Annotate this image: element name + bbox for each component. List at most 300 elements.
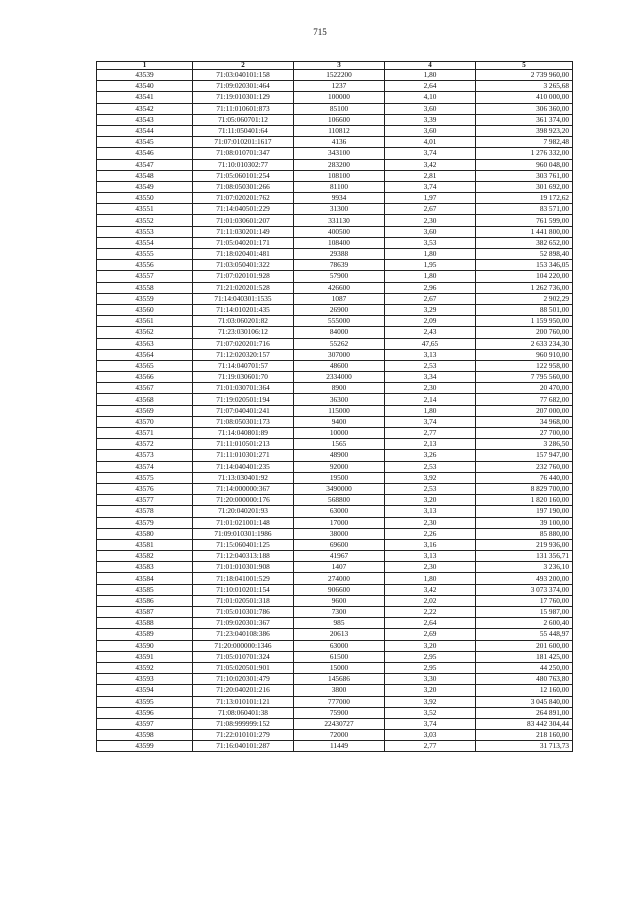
row-number-cell: 43555 [97,249,193,260]
amount-cell: 17 760,00 [476,595,573,606]
cadastral-number-cell: 71:13:030401:92 [193,472,294,483]
area-cell: 26900 [294,304,385,315]
rate-cell: 2,96 [385,282,476,293]
table-row [97,349,573,360]
amount-cell: 83 442 304,44 [476,718,573,729]
rate-cell: 3,60 [385,226,476,237]
table-row [97,730,573,741]
row-number-cell: 43552 [97,215,193,226]
row-number-cell: 43585 [97,584,193,595]
row-number-cell: 43559 [97,293,193,304]
row-number-cell: 43554 [97,237,193,248]
rate-cell: 2,30 [385,383,476,394]
table-row [97,237,573,248]
rate-cell: 2,30 [385,517,476,528]
row-number-cell: 43557 [97,271,193,282]
rate-cell: 3,13 [385,349,476,360]
row-number-cell: 43543 [97,114,193,125]
area-cell: 31300 [294,204,385,215]
rate-cell: 2,53 [385,483,476,494]
table-row [97,707,573,718]
cadastral-number-cell: 71:20:040201:93 [193,506,294,517]
row-number-cell: 43558 [97,282,193,293]
area-cell: 61500 [294,651,385,662]
amount-cell: 1 159 950,00 [476,316,573,327]
table-row [97,506,573,517]
cadastral-number-cell: 71:10:010302:77 [193,159,294,170]
table-row [97,662,573,673]
rate-cell: 3,42 [385,159,476,170]
rate-cell: 3,39 [385,114,476,125]
cadastral-number-cell: 71:14:040701:57 [193,360,294,371]
cadastral-number-cell: 71:13:010101:121 [193,696,294,707]
cadastral-number-cell: 71:12:040313:188 [193,551,294,562]
cadastral-number-cell: 71:05:010301:786 [193,607,294,618]
row-number-cell: 43572 [97,439,193,450]
amount-cell: 201 600,00 [476,640,573,651]
row-number-cell: 43576 [97,483,193,494]
amount-cell: 232 760,00 [476,461,573,472]
table-row [97,472,573,483]
rate-cell: 2,67 [385,293,476,304]
page-number: 715 [313,27,327,37]
cadastral-number-cell: 71:08:060401:38 [193,707,294,718]
cadastral-number-cell: 71:22:010101:279 [193,730,294,741]
cadastral-number-cell: 71:03:040101:158 [193,70,294,81]
area-cell: 78639 [294,260,385,271]
table-row [97,640,573,651]
amount-cell: 2 739 960,00 [476,70,573,81]
row-number-cell: 43596 [97,707,193,718]
cadastral-number-cell: 71:19:030601:70 [193,372,294,383]
row-number-cell: 43564 [97,349,193,360]
area-cell: 20613 [294,629,385,640]
table-row [97,595,573,606]
row-number-cell: 43587 [97,607,193,618]
table-row [97,383,573,394]
area-cell: 307000 [294,349,385,360]
cadastral-number-cell: 71:11:010501:213 [193,439,294,450]
cadastral-number-cell: 71:05:060701:12 [193,114,294,125]
row-number-cell: 43575 [97,472,193,483]
rate-cell: 3,29 [385,304,476,315]
row-number-cell: 43571 [97,428,193,439]
row-number-cell: 43593 [97,674,193,685]
row-number-cell: 43582 [97,551,193,562]
cadastral-number-cell: 71:14:040501:229 [193,204,294,215]
amount-cell: 382 652,00 [476,237,573,248]
row-number-cell: 43570 [97,416,193,427]
row-number-cell: 43594 [97,685,193,696]
row-number-cell: 43584 [97,573,193,584]
row-number-cell: 43563 [97,338,193,349]
table-row [97,260,573,271]
area-cell: 110812 [294,125,385,136]
table-row [97,629,573,640]
amount-cell: 361 374,00 [476,114,573,125]
table-row [97,338,573,349]
area-cell: 555000 [294,316,385,327]
rate-cell: 3,20 [385,640,476,651]
amount-cell: 157 947,00 [476,450,573,461]
table-row [97,461,573,472]
area-cell: 22430727 [294,718,385,729]
row-number-cell: 43568 [97,394,193,405]
rate-cell: 2,67 [385,204,476,215]
cadastral-number-cell: 71:14:040301:1535 [193,293,294,304]
table-row [97,450,573,461]
area-cell: 75900 [294,707,385,718]
cadastral-number-cell: 71:01:030701:364 [193,383,294,394]
row-number-cell: 43592 [97,662,193,673]
cadastral-number-cell: 71:05:020501:901 [193,662,294,673]
row-number-cell: 43580 [97,528,193,539]
area-cell: 108100 [294,170,385,181]
row-number-cell: 43579 [97,517,193,528]
amount-cell: 303 761,00 [476,170,573,181]
rate-cell: 2,77 [385,741,476,752]
table-row [97,685,573,696]
table-row [97,327,573,338]
amount-cell: 493 200,00 [476,573,573,584]
rate-cell: 3,30 [385,674,476,685]
cadastral-number-cell: 71:16:040101:287 [193,741,294,752]
cadastral-number-cell: 71:11:050401:64 [193,125,294,136]
row-number-cell: 43545 [97,137,193,148]
area-cell: 55262 [294,338,385,349]
cadastral-number-cell: 71:08:999999:152 [193,718,294,729]
cadastral-number-cell: 71:01:021001:148 [193,517,294,528]
amount-cell: 1 820 160,00 [476,495,573,506]
amount-cell: 88 501,00 [476,304,573,315]
cadastral-number-cell: 71:05:060101:254 [193,170,294,181]
area-cell: 48900 [294,450,385,461]
table-row [97,193,573,204]
row-number-cell: 43548 [97,170,193,181]
area-cell: 985 [294,618,385,629]
cadastral-number-cell: 71:01:030601:207 [193,215,294,226]
amount-cell: 960 910,00 [476,349,573,360]
cadastral-number-cell: 71:07:020101:928 [193,271,294,282]
table-row [97,562,573,573]
table-row [97,125,573,136]
rate-cell: 2,13 [385,439,476,450]
row-number-cell: 43566 [97,372,193,383]
area-cell: 84000 [294,327,385,338]
table-row [97,114,573,125]
rate-cell: 2,26 [385,528,476,539]
table-row [97,674,573,685]
rate-cell: 3,34 [385,372,476,383]
table-row [97,495,573,506]
cadastral-number-cell: 71:03:060201:82 [193,316,294,327]
area-cell: 10000 [294,428,385,439]
row-number-cell: 43589 [97,629,193,640]
cadastral-number-cell: 71:05:040201:171 [193,237,294,248]
cadastral-number-cell: 71:20:000000:176 [193,495,294,506]
amount-cell: 104 220,00 [476,271,573,282]
cadastral-number-cell: 71:14:010201:435 [193,304,294,315]
cadastral-number-cell: 71:07:040401:241 [193,405,294,416]
rate-cell: 2,53 [385,461,476,472]
area-cell: 29388 [294,249,385,260]
cadastral-number-cell: 71:08:050301:173 [193,416,294,427]
area-cell: 274000 [294,573,385,584]
table-row [97,372,573,383]
table-row [97,394,573,405]
rate-cell: 3,16 [385,539,476,550]
rate-cell: 3,53 [385,237,476,248]
rate-cell: 2,64 [385,618,476,629]
rate-cell: 2,81 [385,170,476,181]
cadastral-number-cell: 71:09:020301:367 [193,618,294,629]
column-header-2: 2 [193,62,294,70]
row-number-cell: 43562 [97,327,193,338]
table-row [97,741,573,752]
cadastral-number-cell: 71:07:020201:716 [193,338,294,349]
rate-cell: 4,10 [385,92,476,103]
cadastral-number-cell: 71:12:020320:157 [193,349,294,360]
area-cell: 106600 [294,114,385,125]
table-row [97,215,573,226]
row-number-cell: 43591 [97,651,193,662]
cadastral-number-cell: 71:07:010201:1617 [193,137,294,148]
cadastral-number-cell: 71:23:030106:12 [193,327,294,338]
amount-cell: 3 073 374,00 [476,584,573,595]
table-row [97,282,573,293]
amount-cell: 153 346,05 [476,260,573,271]
rate-cell: 3,26 [385,450,476,461]
row-number-cell: 43597 [97,718,193,729]
row-number-cell: 43565 [97,360,193,371]
rate-cell: 3,74 [385,181,476,192]
amount-cell: 8 829 700,00 [476,483,573,494]
rate-cell: 47,65 [385,338,476,349]
table-body [97,70,573,752]
cadastral-number-cell: 71:01:010301:908 [193,562,294,573]
area-cell: 92000 [294,461,385,472]
cadastral-number-cell: 71:11:010301:271 [193,450,294,461]
amount-cell: 7 795 560,00 [476,372,573,383]
area-cell: 69600 [294,539,385,550]
column-header-5: 5 [476,62,573,70]
area-cell: 426600 [294,282,385,293]
area-cell: 8900 [294,383,385,394]
row-number-cell: 43595 [97,696,193,707]
amount-cell: 12 160,00 [476,685,573,696]
table-row [97,103,573,114]
rate-cell: 1,80 [385,70,476,81]
area-cell: 38000 [294,528,385,539]
area-cell: 1087 [294,293,385,304]
area-cell: 7300 [294,607,385,618]
table-row [97,137,573,148]
amount-cell: 2 902,29 [476,293,573,304]
row-number-cell: 43550 [97,193,193,204]
area-cell: 108400 [294,237,385,248]
data-table [96,61,573,752]
row-number-cell: 43577 [97,495,193,506]
table-row [97,607,573,618]
rate-cell: 1,80 [385,249,476,260]
table-row [97,360,573,371]
row-number-cell: 43573 [97,450,193,461]
table-row [97,517,573,528]
row-number-cell: 43542 [97,103,193,114]
table-row [97,405,573,416]
rate-cell: 3,52 [385,707,476,718]
amount-cell: 398 923,20 [476,125,573,136]
table-row [97,651,573,662]
rate-cell: 3,20 [385,685,476,696]
row-number-cell: 43561 [97,316,193,327]
area-cell: 1237 [294,81,385,92]
area-cell: 3490000 [294,483,385,494]
table-row [97,170,573,181]
amount-cell: 3 265,68 [476,81,573,92]
rate-cell: 3,20 [385,495,476,506]
area-cell: 63000 [294,506,385,517]
table-row [97,148,573,159]
amount-cell: 1 262 736,00 [476,282,573,293]
amount-cell: 207 000,00 [476,405,573,416]
amount-cell: 15 987,00 [476,607,573,618]
rate-cell: 2,02 [385,595,476,606]
amount-cell: 7 982,48 [476,137,573,148]
area-cell: 1522200 [294,70,385,81]
rate-cell: 2,69 [385,629,476,640]
cadastral-number-cell: 71:20:040201:216 [193,685,294,696]
rate-cell: 3,74 [385,148,476,159]
rate-cell: 3,92 [385,696,476,707]
area-cell: 331130 [294,215,385,226]
row-number-cell: 43586 [97,595,193,606]
cadastral-number-cell: 71:09:010301:1986 [193,528,294,539]
rate-cell: 2,14 [385,394,476,405]
amount-cell: 264 891,00 [476,707,573,718]
amount-cell: 85 880,00 [476,528,573,539]
rate-cell: 1,97 [385,193,476,204]
row-number-cell: 43574 [97,461,193,472]
rate-cell: 1,80 [385,271,476,282]
row-number-cell: 43547 [97,159,193,170]
table-row [97,439,573,450]
area-cell: 4136 [294,137,385,148]
row-number-cell: 43583 [97,562,193,573]
area-cell: 400500 [294,226,385,237]
rate-cell: 1,80 [385,573,476,584]
row-number-cell: 43553 [97,226,193,237]
row-number-cell: 43544 [97,125,193,136]
amount-cell: 306 360,00 [476,103,573,114]
rate-cell: 2,95 [385,662,476,673]
cadastral-number-cell: 71:14:040401:235 [193,461,294,472]
amount-cell: 20 470,00 [476,383,573,394]
area-cell: 36300 [294,394,385,405]
row-number-cell: 43540 [97,81,193,92]
row-number-cell: 43581 [97,539,193,550]
area-cell: 145686 [294,674,385,685]
area-cell: 19500 [294,472,385,483]
row-number-cell: 43567 [97,383,193,394]
amount-cell: 44 250,00 [476,662,573,673]
rate-cell: 3,74 [385,718,476,729]
rate-cell: 2,95 [385,651,476,662]
amount-cell: 83 571,00 [476,204,573,215]
cadastral-number-cell: 71:14:040801:89 [193,428,294,439]
table-row [97,696,573,707]
rate-cell: 3,42 [385,584,476,595]
row-number-cell: 43541 [97,92,193,103]
row-number-cell: 43560 [97,304,193,315]
table-row [97,92,573,103]
area-cell: 72000 [294,730,385,741]
amount-cell: 77 682,00 [476,394,573,405]
row-number-cell: 43578 [97,506,193,517]
area-cell: 57900 [294,271,385,282]
rate-cell: 2,77 [385,428,476,439]
cadastral-number-cell: 71:19:020501:194 [193,394,294,405]
rate-cell: 2,43 [385,327,476,338]
rate-cell: 3,60 [385,103,476,114]
table-row [97,618,573,629]
area-cell: 9400 [294,416,385,427]
area-cell: 2334000 [294,372,385,383]
amount-cell: 960 048,00 [476,159,573,170]
cadastral-number-cell: 71:07:020201:762 [193,193,294,204]
rate-cell: 1,95 [385,260,476,271]
amount-cell: 197 190,00 [476,506,573,517]
area-cell: 81100 [294,181,385,192]
amount-cell: 761 599,00 [476,215,573,226]
amount-cell: 31 713,73 [476,741,573,752]
area-cell: 48600 [294,360,385,371]
rate-cell: 2,30 [385,562,476,573]
area-cell: 15000 [294,662,385,673]
cadastral-number-cell: 71:01:020501:318 [193,595,294,606]
row-number-cell: 43569 [97,405,193,416]
table-row [97,70,573,81]
area-cell: 3800 [294,685,385,696]
area-cell: 11449 [294,741,385,752]
cadastral-number-cell: 71:08:010701:347 [193,148,294,159]
rate-cell: 2,64 [385,81,476,92]
table-row [97,81,573,92]
table-row [97,249,573,260]
amount-cell: 39 100,00 [476,517,573,528]
area-cell: 85100 [294,103,385,114]
row-number-cell: 43539 [97,70,193,81]
table-row [97,181,573,192]
rate-cell: 3,74 [385,416,476,427]
cadastral-number-cell: 71:10:010201:154 [193,584,294,595]
table-row [97,304,573,315]
amount-cell: 55 448,97 [476,629,573,640]
amount-cell: 34 968,00 [476,416,573,427]
cadastral-number-cell: 71:09:020301:464 [193,81,294,92]
amount-cell: 480 763,80 [476,674,573,685]
amount-cell: 3 286,50 [476,439,573,450]
area-cell: 343100 [294,148,385,159]
rate-cell: 1,80 [385,405,476,416]
rate-cell: 4,01 [385,137,476,148]
table-row [97,293,573,304]
cadastral-number-cell: 71:18:041001:529 [193,573,294,584]
row-number-cell: 43546 [97,148,193,159]
cadastral-number-cell: 71:14:000000:367 [193,483,294,494]
amount-cell: 219 936,00 [476,539,573,550]
table-row [97,573,573,584]
